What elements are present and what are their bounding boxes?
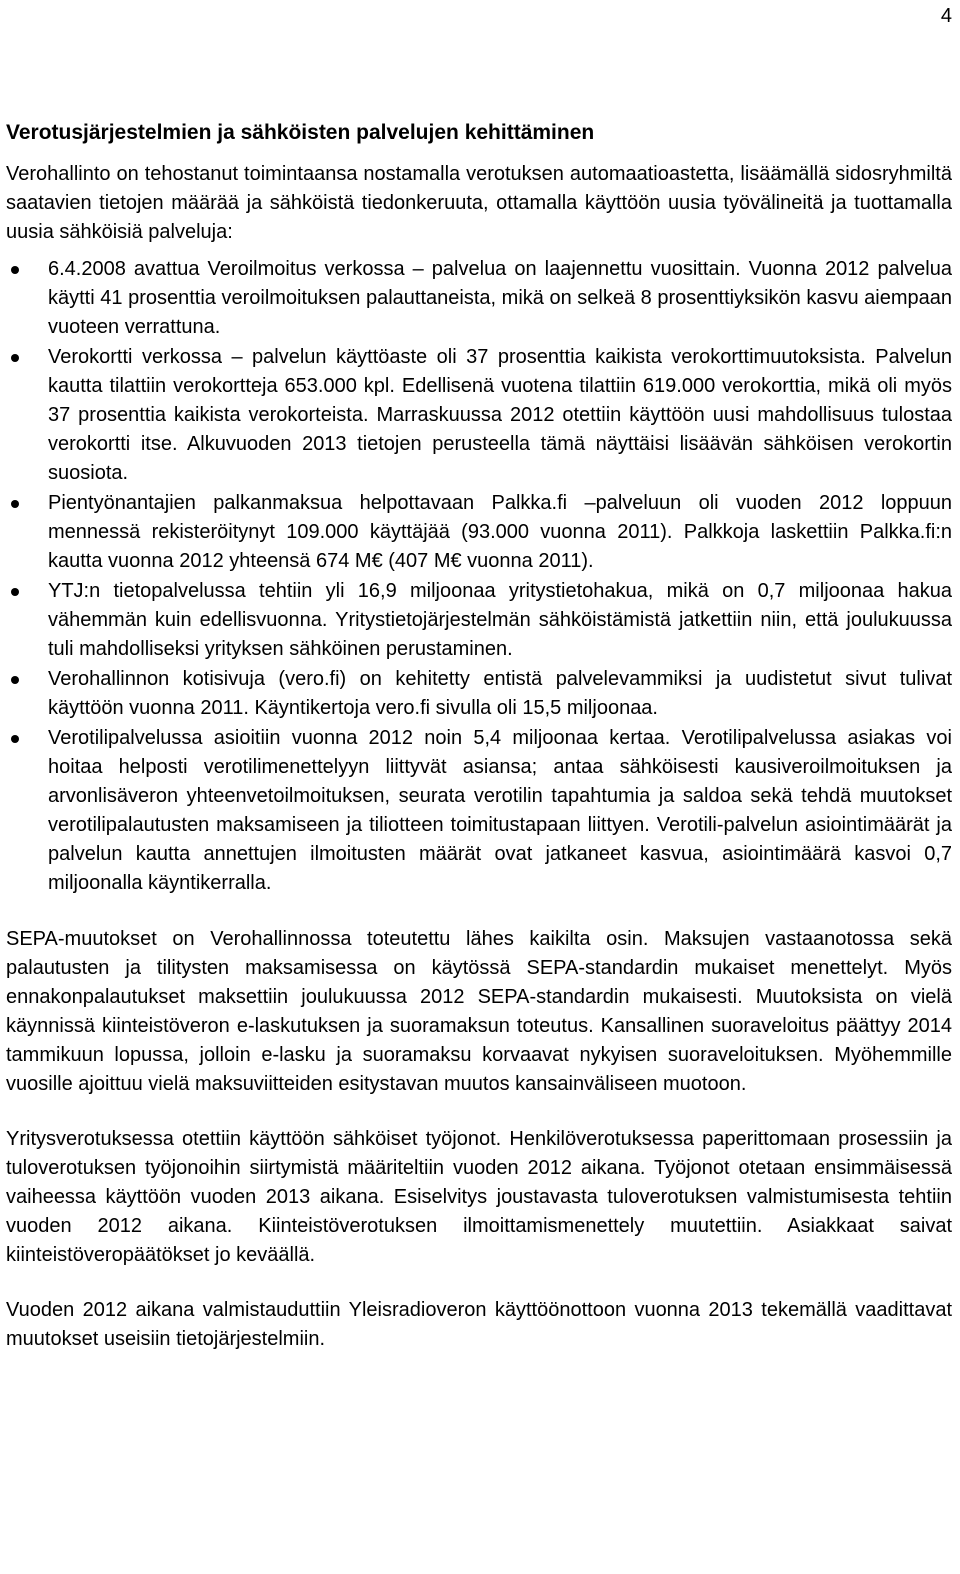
bullet-icon bbox=[11, 266, 19, 274]
intro-paragraph: Verohallinto on tehostanut toimintaansa nostamalla verotuksen automaatioastetta, lisäämällä sidosryhmiltä saatavien tietojen määrää ja sähköistä tiedonkeruuta, ottamalla käyttöön uusia työvälineitä ja tuottamalla uusia sähköisiä palveluja: bbox=[6, 163, 952, 243]
list-item-text: Pientyönantajien palkanmaksua helpottavaan Palkka.fi –palveluun oli vuoden 2012 loppuun mennessä rekisteröitynyt 109.000 käyttäjää (93.000 vuonna 2011). Palkkoja laskettiin Palkka.fi:n kautta vuonna 2012 yhteensä 674 M€ (407 M€ vuonna 2011). bbox=[48, 492, 952, 572]
bullet-icon bbox=[11, 676, 19, 684]
list-item-text: Verotilipalvelussa asioitiin vuonna 2012 noin 5,4 miljoonaa kertaa. Verotilipalvelussa asiakas voi hoitaa helposti verotilimenettelyyn liittyvät asiansa; antaa sähköisesti kausiveroilmoituksen ja arvonlisäveron yhteenvetoilmoituksen, seurata verotilin tapahtumia ja saldoa sekä tehdä muutokset verotilipalautusten maksamiseen ja tiliotteen toimitustapaan liittyen. Verotili-palvelun asiointimäärät ja palvelun kautta annettujen ilmoitusten määrät ovat jatkaneet kasvua, asiointimäärä kasvoi 0,7 miljoonalla käyntikerralla. bbox=[48, 727, 952, 894]
broadcast-tax-paragraph: Vuoden 2012 aikana valmistauduttiin Yleisradioveron käyttöönottoon vuonna 2013 tekemällä vaadittavat muutokset useisiin tietojärjestelmiin. bbox=[6, 1299, 952, 1350]
document-body bbox=[6, 118, 952, 1354]
bullet-icon bbox=[11, 500, 19, 508]
section-heading: Verotusjärjestelmien ja sähköisten palvelujen kehittäminen bbox=[6, 121, 595, 144]
page-number: 4 bbox=[940, 5, 952, 27]
list-item bbox=[6, 724, 952, 898]
list-item-text: Verohallinnon kotisivuja (vero.fi) on kehitetty entistä palvelevammiksi ja uudistetut sivut tulivat käyttöön vuonna 2011. Käyntikertoja vero.fi sivulla oli 15,5 miljoonaa. bbox=[48, 668, 952, 719]
bullet-icon bbox=[11, 354, 19, 362]
list-item-text: Verokortti verkossa – palvelun käyttöaste oli 37 prosenttia kaikista verokorttimuutoksista. Palvelun kautta tilattiin verokortteja 653.000 kpl. Edellisenä vuotena tilattiin 619.000 verokorttia, mikä oli myös 37 prosenttia kaikista verokorteista. Marraskuussa 2012 otettiin käyttöön uusi mahdollisuus tulostaa verokortti itse. Alkuvuoden 2013 tietojen perusteella tämä näyttäisi lisäävän sähköisen verokortin suosiota. bbox=[48, 346, 952, 484]
list-item-text: YTJ:n tietopalvelussa tehtiin yli 16,9 miljoonaa yritystietohakua, mikä on 0,7 miljoonaa hakua vähemmän kuin edellisvuonna. Yritystietojärjestelmän sähköistämistä jatkettiin niin, että joulukuussa tuli mahdolliseksi yrityksen sähköinen perustaminen. bbox=[48, 580, 952, 660]
sepa-paragraph: SEPA-muutokset on Verohallinnossa toteutettu lähes kaikilta osin. Maksujen vastaanotossa sekä palautusten ja tilitysten maksamisessa on käytössä SEPA-standardin mukaiset menettelyt. Myös ennakonpalautukset maksettiin joulukuussa 2012 SEPA-standardin mukaisesti. Muutoksista on vielä käynnissä kiinteistöveron e-laskutuksen ja suoramaksun toteutus. Kansallinen suoraveloitus päättyy 2014 tammikuun lopussa, jolloin e-lasku ja suoramaksu korvaavat nykyisen suoraveloituksen. Myöhemmille vuosille ajoittuu vielä maksuviitteiden esitystavan muutos kansainväliseen muotoon. bbox=[6, 928, 952, 1095]
list-item-text: 6.4.2008 avattua Veroilmoitus verkossa – palvelua on laajennettu vuosittain. Vuonna 2012 palvelua käytti 41 prosenttia veroilmoituksen palauttaneista, mikä on selkeä 8 prosenttiyksikön kasvu aiempaan vuoteen verrattuna. bbox=[48, 258, 952, 338]
list-item bbox=[6, 255, 952, 342]
list-item bbox=[6, 577, 952, 664]
bullet-icon bbox=[11, 735, 19, 743]
bullet-list bbox=[6, 255, 952, 898]
list-item bbox=[6, 665, 952, 723]
work-queue-paragraph: Yritysverotuksessa otettiin käyttöön sähköiset työjonot. Henkilöverotuksessa paperittomaan prosessiin ja tuloverotuksen työjonoihin siirtymistä määriteltiin vuoden 2012 aikana. Työjonot otetaan ensimmäisessä vaiheessa käyttöön vuoden 2013 aikana. Esiselvitys joustavasta tuloverotuksen valmistumisesta tehtiin vuoden 2012 aikana. Kiinteistöverotuksen ilmoittamismenettely muutettiin. Asiakkaat saivat kiinteistöveropäätökset jo keväällä. bbox=[6, 1128, 952, 1266]
list-item bbox=[6, 489, 952, 576]
bullet-icon bbox=[11, 588, 19, 596]
list-item bbox=[6, 343, 952, 488]
